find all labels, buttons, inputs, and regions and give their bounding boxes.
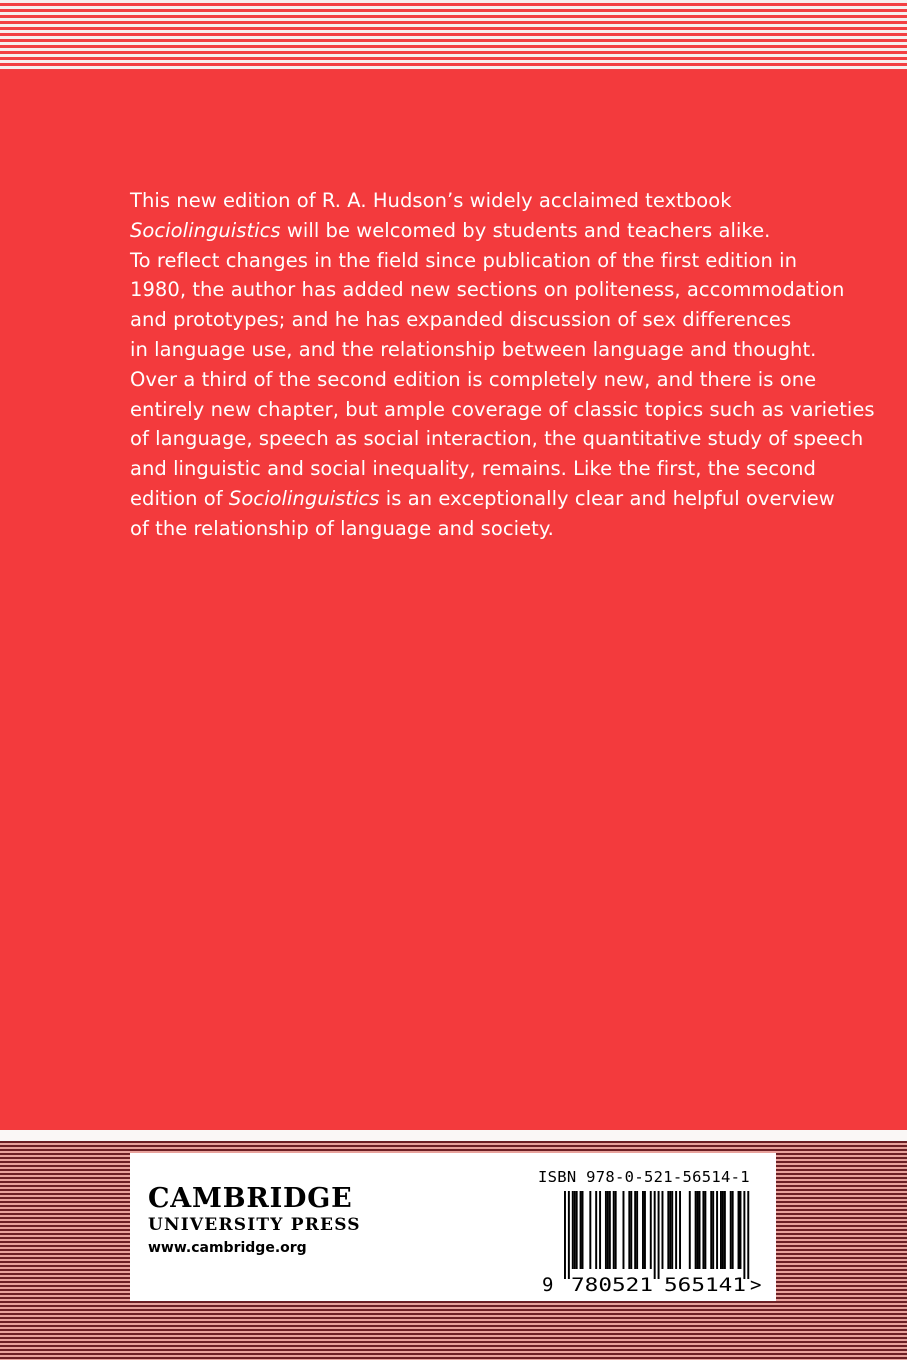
barcode-bar <box>607 1191 609 1269</box>
barcode-bar <box>704 1191 706 1269</box>
barcode-guard-bar <box>654 1191 656 1279</box>
blurb-line: This new edition of R. A. Hudson’s widely acclaimed textbook <box>130 189 732 212</box>
barcode-bar <box>730 1191 732 1269</box>
barcode-bar <box>628 1191 630 1269</box>
barcode-guard-bar <box>564 1191 566 1279</box>
barcode-left-digits: 780521 <box>571 1274 653 1295</box>
barcode-bar <box>623 1191 625 1269</box>
barcode-bar <box>669 1191 671 1269</box>
barcode-bar <box>613 1191 615 1269</box>
barcode-bar <box>589 1191 591 1269</box>
barcode-bar <box>662 1191 664 1269</box>
barcode-guard-bar <box>658 1191 660 1279</box>
blurb-line: entirely new chapter, but ample coverage of classic topics such as varieties <box>130 397 875 421</box>
barcode-bar <box>740 1191 742 1269</box>
blurb-line: To reflect changes in the field since publication of the first edition in <box>130 248 798 272</box>
barcode-bar <box>634 1191 636 1269</box>
blurb-line: Over a third of the second edition is completely new, and there is one <box>130 367 817 391</box>
barcode-bar <box>695 1191 697 1269</box>
barcode-bar <box>644 1191 646 1269</box>
barcode-bar <box>702 1191 704 1269</box>
barcode-bar <box>580 1191 582 1269</box>
barcode-bar <box>630 1191 632 1269</box>
blurb-line: Sociolinguistics will be welcomed by students and teachers alike. <box>130 218 771 242</box>
barcode-guard-bar <box>568 1191 570 1279</box>
top-stripe-band <box>0 0 907 70</box>
publisher-subtitle: UNIVERSITY PRESS <box>148 1215 361 1235</box>
isbn-label: ISBN 978-0-521-56514-1 <box>538 1168 750 1186</box>
barcode-bar <box>582 1191 584 1269</box>
blurb-line: and prototypes; and he has expanded discussion of sex differences <box>130 308 792 332</box>
barcode-bar <box>576 1191 578 1269</box>
barcode-right-digits: 565141 <box>664 1274 746 1295</box>
barcode-bar <box>699 1191 701 1269</box>
barcode-bar <box>724 1191 726 1269</box>
barcode-bar <box>697 1191 699 1269</box>
barcode-bar <box>609 1191 611 1269</box>
barcode-bar <box>679 1191 681 1269</box>
barcode-bar <box>599 1191 601 1269</box>
barcode-bars <box>564 1191 749 1279</box>
barcode-bar <box>716 1191 718 1269</box>
barcode-guard-bar <box>747 1191 749 1279</box>
publisher-website: www.cambridge.org <box>148 1240 307 1256</box>
book-title-italic: Sociolinguistics <box>228 486 380 510</box>
blurb-line: 1980, the author has added new sections on politeness, accommodation <box>130 278 845 302</box>
barcode-bar <box>642 1191 644 1269</box>
publisher-name: CAMBRIDGE <box>148 1183 353 1214</box>
white-divider-band <box>0 1130 907 1141</box>
barcode-bar <box>712 1191 714 1269</box>
barcode-bar <box>650 1191 652 1269</box>
barcode-bar <box>675 1191 677 1269</box>
barcode-bar <box>605 1191 607 1269</box>
publisher-logo <box>148 1184 361 1256</box>
barcode-bar <box>595 1191 597 1269</box>
publisher-panel <box>130 1153 776 1301</box>
barcode-bar <box>720 1191 722 1269</box>
barcode-bar <box>667 1191 669 1269</box>
barcode-guard-bar <box>743 1191 745 1279</box>
barcode-first-digit: 9 <box>542 1274 554 1295</box>
barcode-bar <box>710 1191 712 1269</box>
barcode-bar <box>572 1191 574 1269</box>
blurb-text <box>130 186 875 544</box>
barcode-bar <box>722 1191 724 1269</box>
barcode-bar <box>689 1191 691 1269</box>
isbn-barcode <box>534 1191 766 1295</box>
blurb-line: in language use, and the relationship between language and thought. <box>130 337 817 361</box>
blurb-line: of the relationship of language and society. <box>130 516 554 540</box>
barcode-quiet-zone-mark: > <box>750 1274 762 1295</box>
book-title-italic: Sociolinguistics <box>130 218 281 242</box>
barcode-bar <box>671 1191 673 1269</box>
blurb-line: edition of Sociolinguistics is an exceptionally clear and helpful overview <box>130 486 835 510</box>
barcode-bar <box>738 1191 740 1269</box>
barcode-bar <box>574 1191 576 1269</box>
barcode-bar <box>636 1191 638 1269</box>
blurb-line: and linguistic and social inequality, remains. Like the first, the second <box>130 457 816 481</box>
barcode-bar <box>615 1191 617 1269</box>
blurb-line: of language, speech as social interaction, the quantitative study of speech <box>130 427 864 451</box>
barcode-bar <box>732 1191 734 1269</box>
